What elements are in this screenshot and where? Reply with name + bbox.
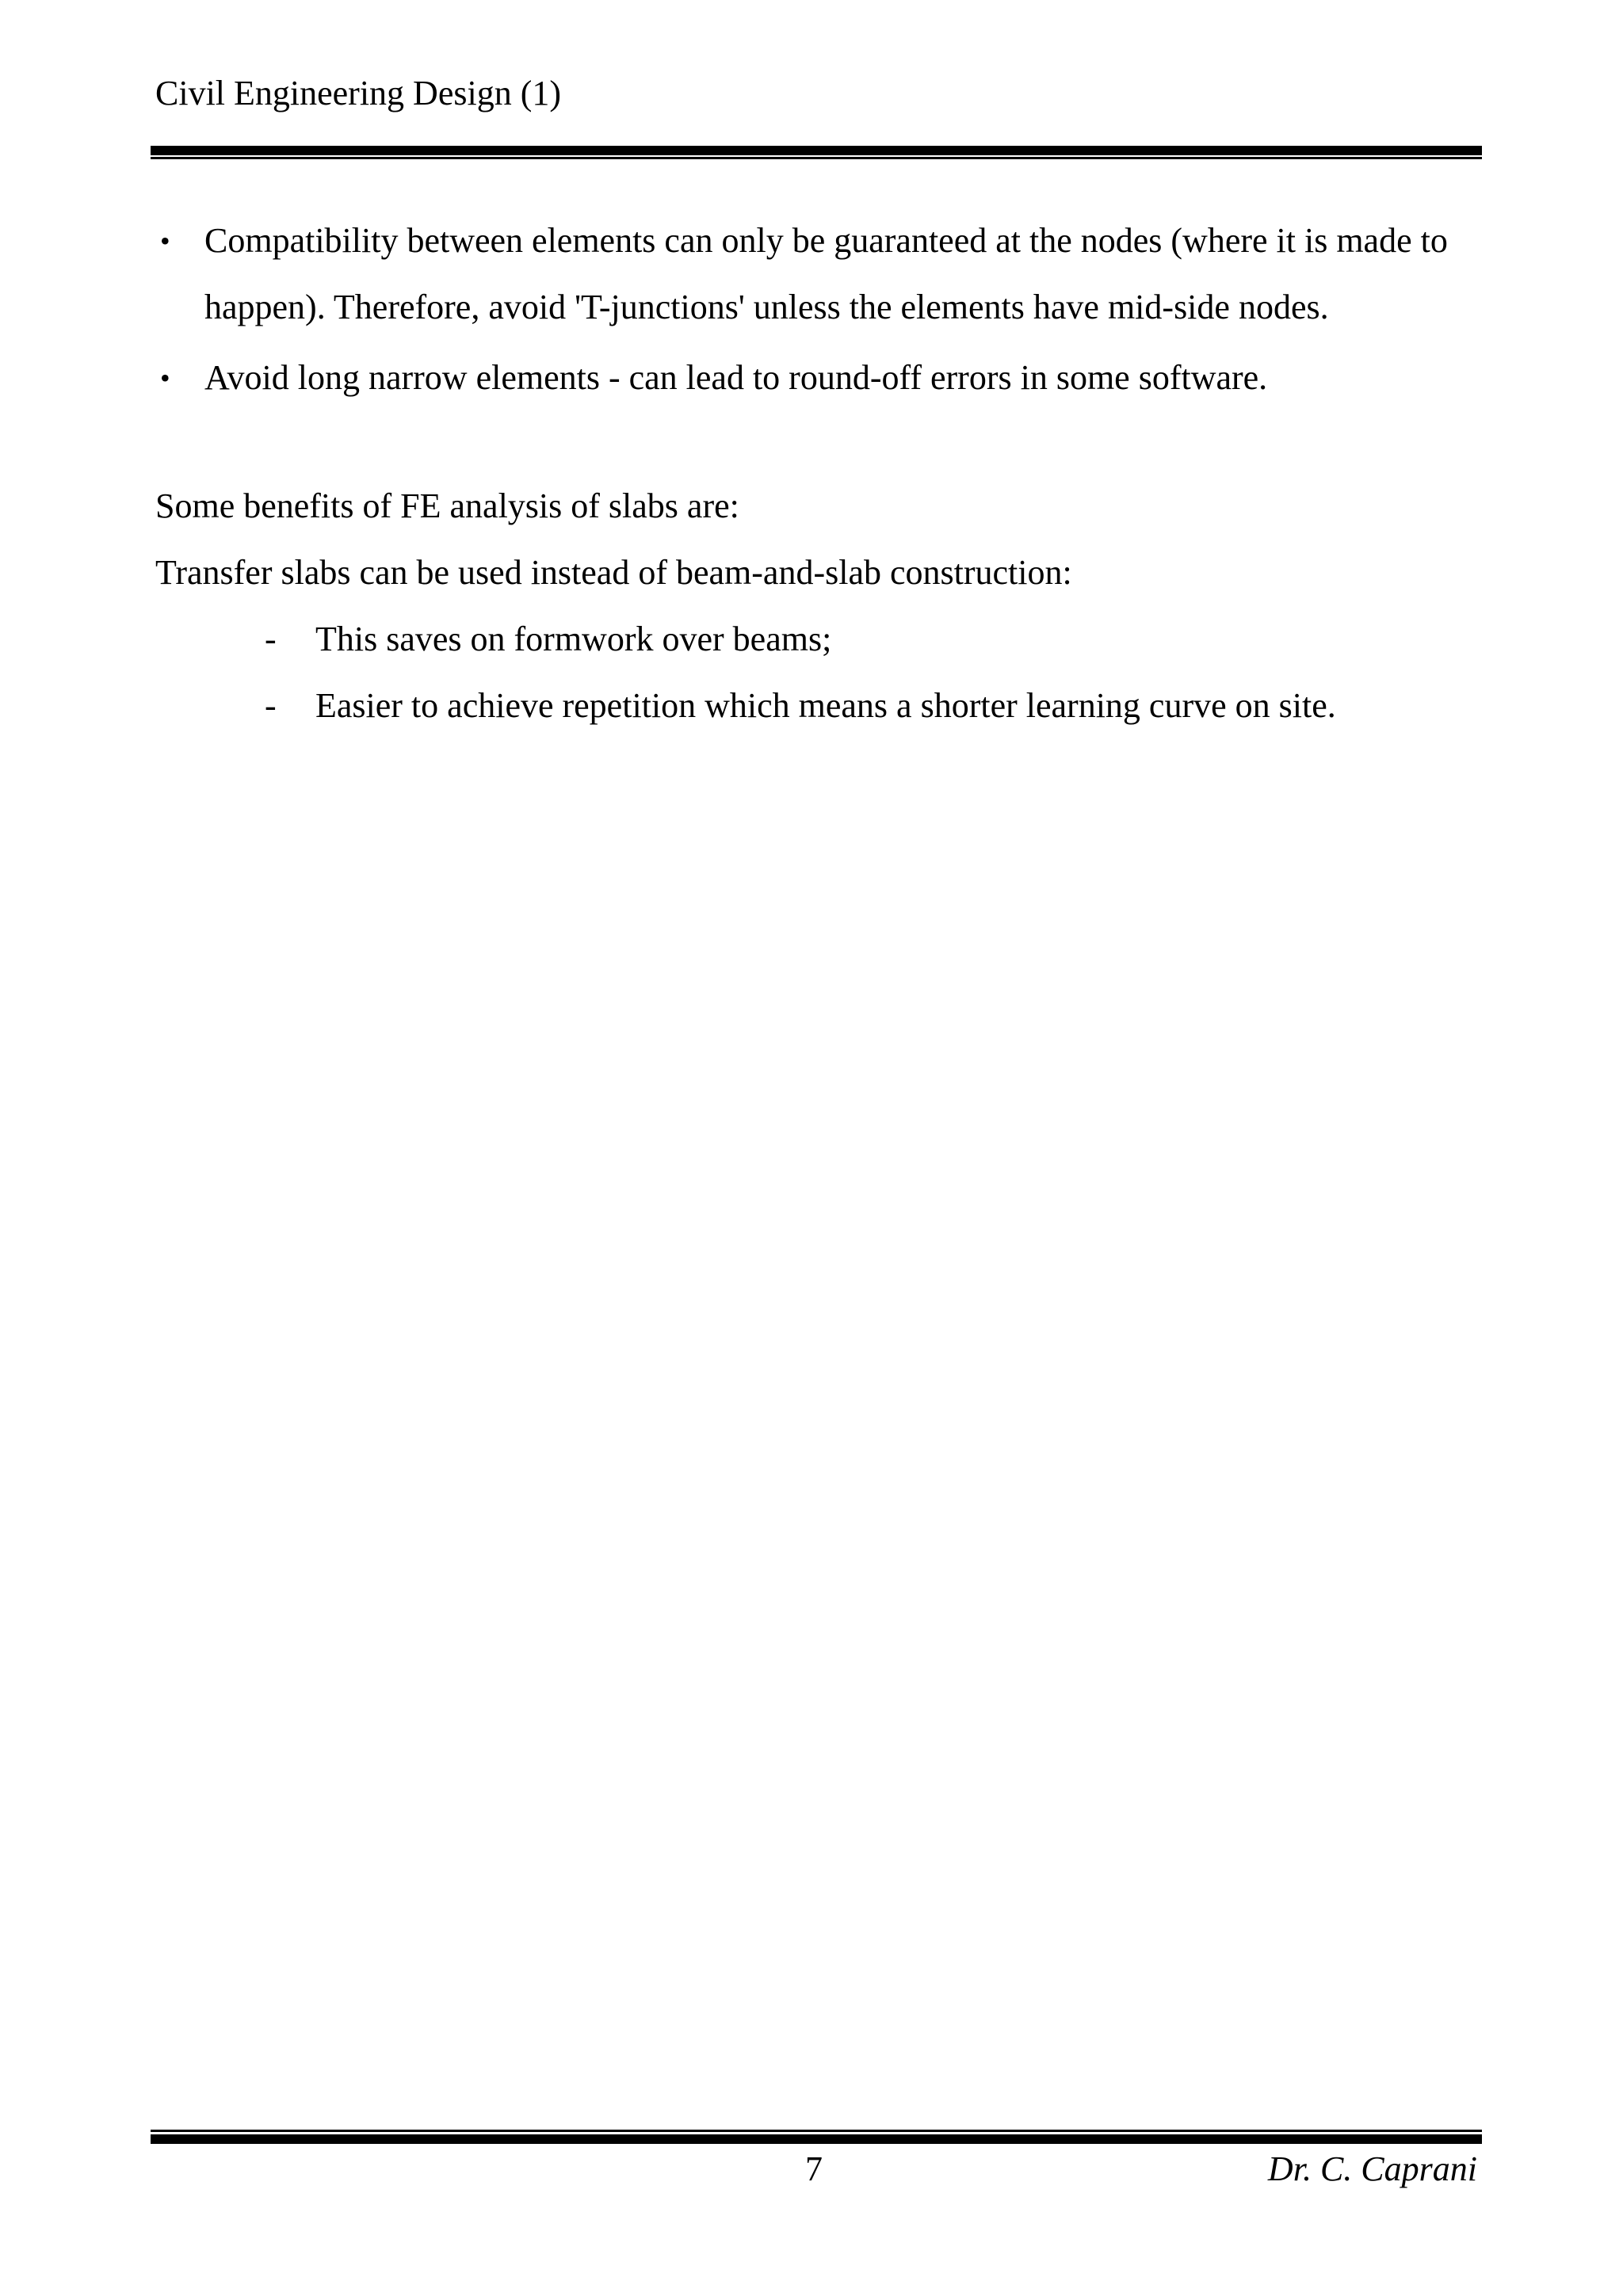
dash-text: Easier to achieve repetition which means a shorter learning curve on site.: [315, 686, 1336, 725]
paragraph-benefits-intro: Some benefits of FE analysis of slabs are:: [155, 486, 739, 525]
page-number: 7: [805, 2149, 823, 2188]
dash-marker: -: [265, 686, 277, 725]
dash-item-repetition: [155, 673, 1495, 739]
dash-marker: -: [265, 620, 277, 658]
bullet-icon: •: [160, 225, 170, 257]
bullet-item-compatibility: [155, 208, 1495, 341]
dash-item-formwork: [155, 606, 1495, 673]
page-header-title: Civil Engineering Design (1): [155, 74, 562, 113]
footer-rule-thick: [151, 2134, 1482, 2144]
paragraph-transfer-slabs: Transfer slabs can be used instead of beam-and-slab construction:: [155, 553, 1072, 592]
bullet-text: Avoid long narrow elements - can lead to round-off errors in some software.: [204, 358, 1268, 397]
header-rule-thick: [151, 146, 1482, 155]
bullet-text: Compatibility between elements can only be guaranteed at the nodes (where it is made to happen). Therefore, avoid 'T-junctions' unless the elements have mid-side nodes.: [204, 221, 1448, 326]
dash-list: [155, 606, 1495, 739]
dash-text: This saves on formwork over beams;: [315, 620, 832, 658]
footer-rule-thin: [151, 2130, 1482, 2132]
bullet-item-narrow-elements: [155, 345, 1495, 411]
bullet-icon: •: [160, 362, 170, 394]
page-content: [155, 208, 1495, 739]
bullet-list: [155, 208, 1495, 411]
footer-author: Dr. C. Caprani: [1267, 2149, 1477, 2188]
header-rule-thin: [151, 157, 1482, 159]
